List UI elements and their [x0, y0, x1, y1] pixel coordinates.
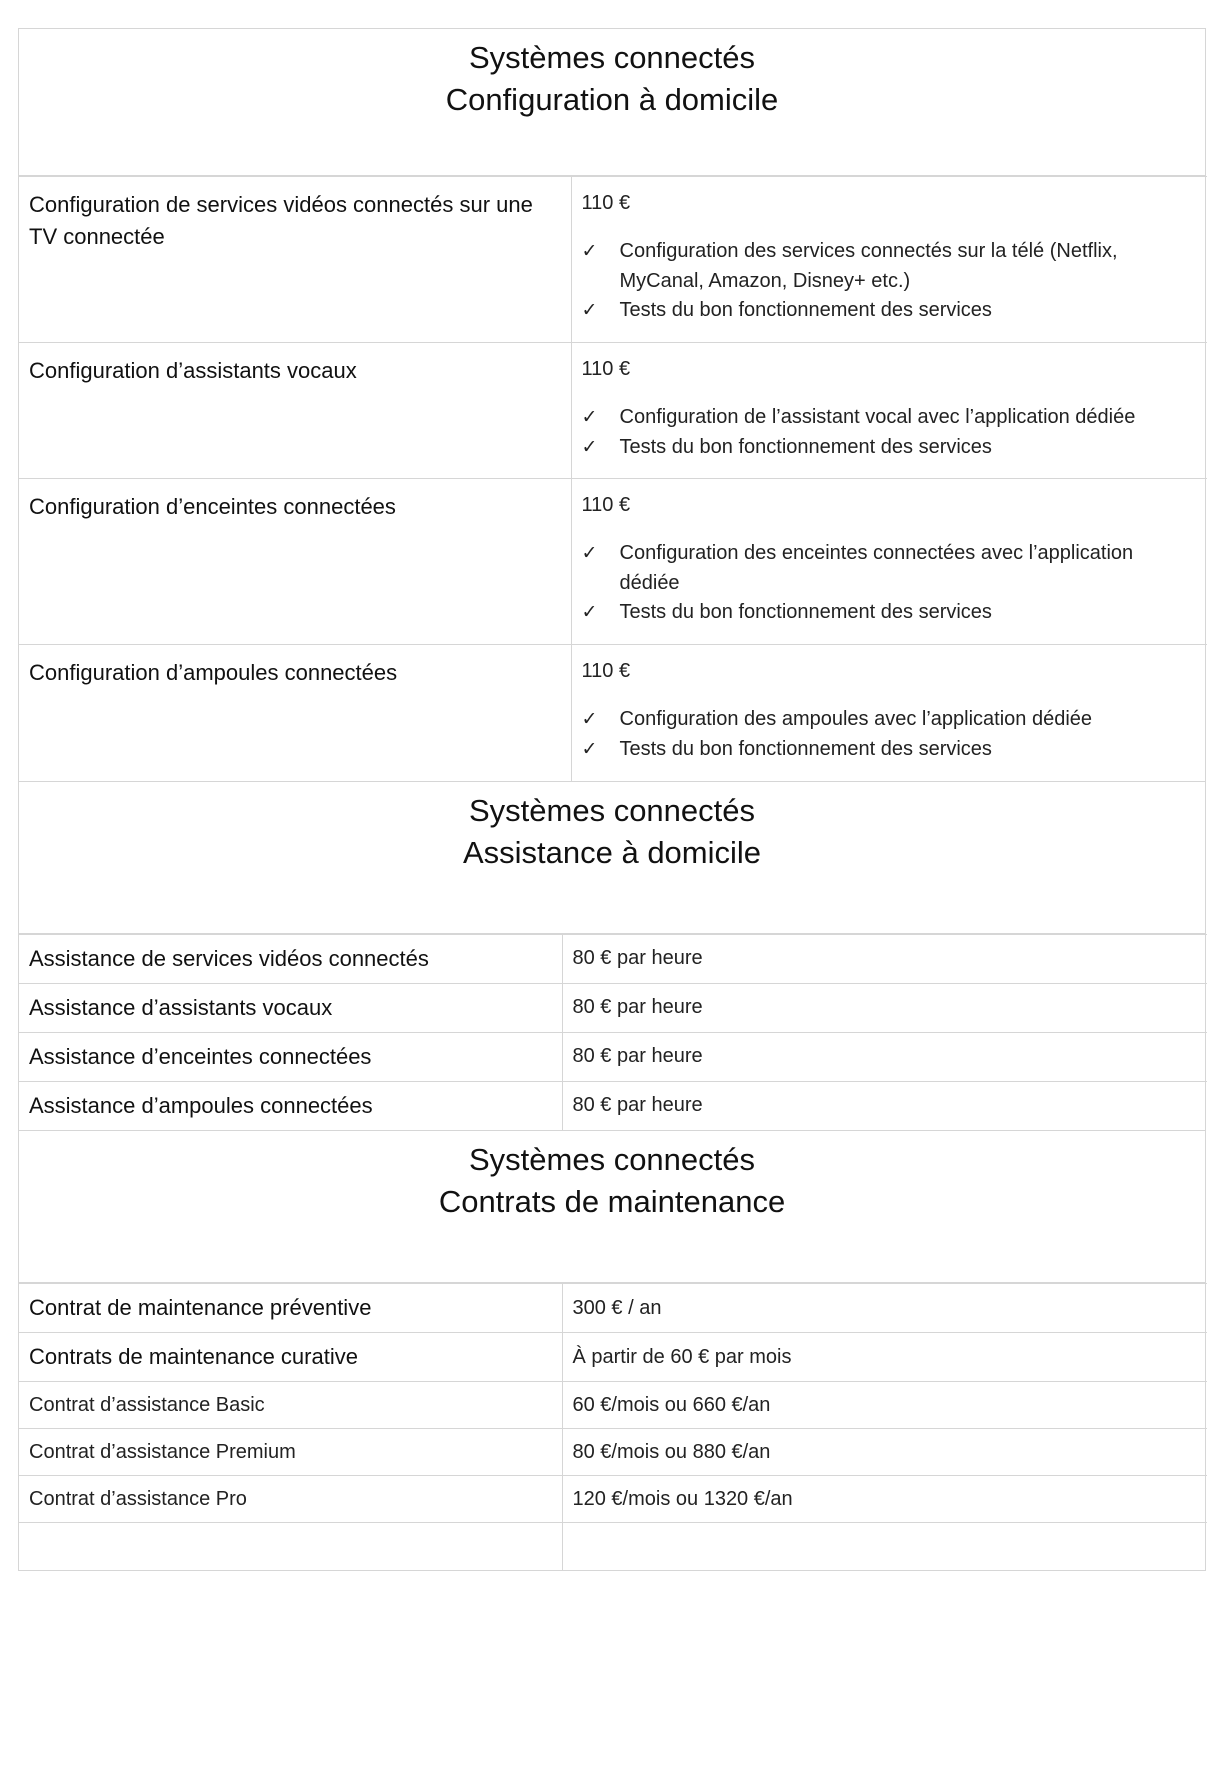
table-row	[19, 177, 1207, 343]
service-label: Configuration de services vidéos connectés sur une TV connectée	[29, 192, 533, 249]
service-label: Assistance d’enceintes connectées	[29, 1043, 372, 1069]
service-price: 80 € par heure	[572, 1094, 703, 1117]
table-row	[19, 934, 1207, 983]
section-header-assistance	[18, 782, 1206, 934]
contract-label: Contrat d’assistance Premium	[29, 1440, 296, 1463]
table-row	[19, 983, 1207, 1032]
table-row	[19, 1032, 1207, 1081]
check-icon: ✓	[581, 709, 598, 730]
table-row	[19, 479, 1207, 645]
contract-price: 300 € / an	[572, 1296, 662, 1319]
check-icon: ✓	[581, 300, 598, 321]
contract-price: 60 €/mois ou 660 €/an	[572, 1393, 771, 1416]
service-price: 110 €	[581, 192, 631, 214]
maintenance-table-wrap	[18, 1283, 1206, 1571]
service-price: 80 € par heure	[572, 947, 703, 969]
service-label: Assistance d’assistants vocaux	[29, 994, 333, 1020]
assistance-table-wrap	[18, 934, 1206, 1132]
list-item: ✓ Configuration des enceintes connectées avec l’application dédiée	[582, 539, 1198, 598]
configuration-table	[19, 176, 1207, 781]
check-icon: ✓	[581, 241, 598, 262]
list-item: ✓ Configuration des ampoules avec l’application dédiée	[582, 705, 1198, 735]
table-row	[19, 1081, 1207, 1130]
contract-price: 120 €/mois ou 1320 €/an	[572, 1487, 793, 1510]
section-title-line1: Systèmes connectés	[468, 1142, 756, 1177]
price-document	[18, 28, 1206, 1571]
list-item: ✓ Tests du bon fonctionnement des services	[582, 735, 1198, 765]
empty-cell	[562, 1523, 1207, 1570]
check-icon: ✓	[581, 407, 598, 428]
check-icon: ✓	[581, 602, 598, 623]
table-row	[19, 645, 1207, 781]
assistance-table	[19, 934, 1207, 1131]
section-title-line2: Assistance à domicile	[462, 834, 762, 870]
section-title-line1: Systèmes connectés	[468, 792, 756, 828]
table-row	[19, 343, 1207, 479]
table-row	[19, 1284, 1207, 1333]
section-header-maintenance	[18, 1131, 1206, 1283]
service-price: 80 € par heure	[572, 996, 703, 1018]
section-title-line2: Configuration à domicile	[445, 82, 779, 117]
included-list	[582, 403, 1198, 462]
included-list	[582, 705, 1198, 764]
contract-price: 80 €/mois ou 880 €/an	[572, 1440, 771, 1463]
list-item: ✓ Configuration de l’assistant vocal avec l’application dédiée	[582, 403, 1198, 433]
service-label: Configuration d’enceintes connectées	[29, 494, 396, 519]
check-icon: ✓	[581, 738, 598, 760]
list-item: ✓ Tests du bon fonctionnement des services	[582, 598, 1198, 628]
included-list	[582, 539, 1198, 628]
list-item: ✓ Configuration des services connectés sur la télé (Netflix, MyCanal, Amazon, Disney+ etc.)	[582, 237, 1198, 296]
list-item: ✓ Tests du bon fonctionnement des services	[582, 296, 1198, 326]
configuration-table-wrap	[18, 176, 1206, 782]
service-price: 110 €	[581, 660, 631, 682]
service-label: Configuration d’ampoules connectées	[29, 660, 398, 685]
table-row	[19, 1429, 1207, 1476]
section-title-line2: Contrats de maintenance	[438, 1184, 786, 1219]
service-price: 80 € par heure	[572, 1045, 703, 1067]
service-label: Assistance de services vidéos connectés	[29, 945, 429, 971]
empty-cell	[19, 1523, 562, 1570]
maintenance-table	[19, 1283, 1207, 1570]
contract-label: Contrats de maintenance curative	[29, 1344, 358, 1369]
table-row	[19, 1382, 1207, 1429]
service-label: Assistance d’ampoules connectées	[29, 1092, 373, 1118]
check-icon: ✓	[581, 543, 598, 564]
included-list	[582, 237, 1198, 326]
table-row	[19, 1476, 1207, 1523]
list-item: ✓ Tests du bon fonctionnement des services	[582, 433, 1198, 463]
contract-label: Contrat de maintenance préventive	[29, 1295, 372, 1320]
table-row	[19, 1333, 1207, 1382]
check-icon: ✓	[581, 436, 598, 458]
empty-row	[19, 1523, 1207, 1570]
service-price: 110 €	[581, 494, 631, 516]
section-header-configuration	[18, 28, 1206, 176]
contract-price: À partir de 60 € par mois	[572, 1345, 792, 1368]
service-price: 110 €	[581, 358, 631, 380]
service-label: Configuration d’assistants vocaux	[29, 358, 357, 383]
contract-label: Contrat d’assistance Basic	[29, 1393, 265, 1416]
contract-label: Contrat d’assistance Pro	[29, 1487, 247, 1510]
section-title-line1: Systèmes connectés	[468, 40, 756, 75]
